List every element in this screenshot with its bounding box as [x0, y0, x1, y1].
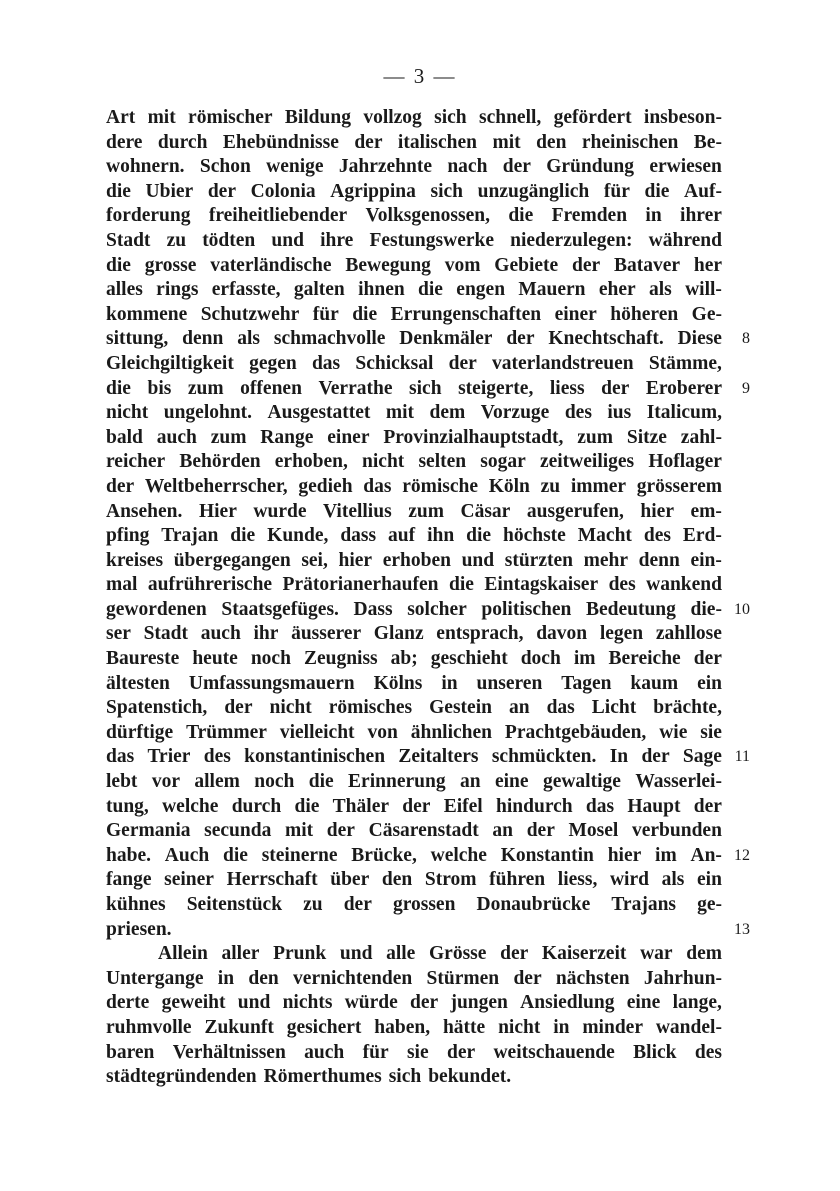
text-line: kühnes Seitenstück zu der grossen Donaubrücke Trajans ge- — [106, 894, 722, 915]
text-line: gewordenen Staatsgefüges. Dass solcher politischen Bedeutung die- 10 — [106, 598, 722, 623]
text-line: Stadt zu tödten und ihre Festungswerke niederzulegen: während — [106, 229, 722, 251]
text-line: alles rings erfasste, galten ihnen die engen Mauern eher als will- — [106, 279, 722, 301]
text-line: Gleichgiltigkeit gegen das Schicksal der vaterlandstreuen Stämme, — [106, 352, 722, 374]
text-line: reicher Behörden erhoben, nicht selten sogar zeitweiliges Hoflager — [106, 451, 722, 473]
text-line: habe. Auch die steinerne Brücke, welche Konstantin hier im An- 12 — [106, 844, 722, 869]
text-line: ser Stadt auch ihr äusserer Glanz entsprach, davon legen zahllose — [106, 623, 722, 645]
text-line: sittung, denn als schmachvolle Denkmäler der Knechtschaft. Diese 8 — [106, 327, 722, 352]
text-line: forderung freiheitliebender Volksgenossen, die Fremden in ihrer — [106, 205, 722, 227]
text-line: tung, welche durch die Thäler der Eifel hindurch das Haupt der — [106, 795, 722, 817]
text-line: Art mit römischer Bildung vollzog sich schnell, gefördert insbeson- — [106, 107, 722, 128]
text-line: die Ubier der Colonia Agrippina sich unzugänglich für die Auf- — [106, 180, 722, 202]
text-line: der Weltbeherrscher, gedieh das römische Köln zu immer grösserem — [106, 475, 722, 497]
text-line: kommene Schutzwehr für die Errungenschaften einer höheren Ge- — [106, 303, 722, 325]
text-line: Germania secunda mit der Cäsarenstadt an der Mosel verbunden — [106, 820, 722, 842]
text-line: derte geweiht und nichts würde der jungen Ansiedlung eine lange, — [106, 992, 722, 1014]
text-line: ältesten Umfassungsmauern Kölns in unseren Tagen kaum ein — [106, 672, 722, 694]
text-line: Baureste heute noch Zeugniss ab; geschieht doch im Bereiche der — [106, 648, 722, 670]
text-line: lebt vor allem noch die Erinnerung an eine gewaltige Wasserlei- — [106, 771, 722, 793]
text-line: das Trier des konstantinischen Zeitalters schmückten. In der Sage 11 — [106, 745, 722, 770]
text-line: mal aufrührerische Prätorianerhaufen die Eintagskaiser des wankend — [106, 574, 722, 596]
text-line: fange seiner Herrschaft über den Strom führen liess, wird als ein — [106, 869, 722, 891]
text-line: priesen. 13 — [106, 918, 722, 943]
page-number: — 3 — — [383, 64, 457, 88]
margin-note-number: 8 — [742, 330, 750, 348]
text-line: städtegründenden Römerthumes sich bekundet. — [106, 1066, 512, 1088]
body-text — [106, 106, 750, 1090]
text-line: baren Verhältnissen auch für sie der weitschauende Blick des — [106, 1041, 722, 1063]
margin-note-number: 13 — [734, 920, 750, 938]
text-line: wohnern. Schon wenige Jahrzehnte nach der Gründung erwiesen — [106, 156, 722, 178]
text-line: die bis zum offenen Verrathe sich steigerte, liess der Eroberer 9 — [106, 377, 722, 402]
text-line: die grosse vaterländische Bewegung vom Gebiete der Bataver her — [106, 254, 722, 276]
text-line: dere durch Ehebündnisse der italischen mit den rheinischen Be- — [106, 131, 722, 153]
margin-note-number: 9 — [742, 379, 750, 397]
text-line: bald auch zum Range einer Provinzialhauptstadt, zum Sitze zahl- — [106, 426, 722, 448]
text-line: kreises übergegangen sei, hier erhoben und stürzten mehr denn ein- — [106, 549, 722, 571]
text-line: Ansehen. Hier wurde Vitellius zum Cäsar ausgerufen, hier em- — [106, 500, 722, 522]
text-line: ruhmvolle Zukunft gesichert haben, hätte nicht in minder wandel- — [106, 1016, 722, 1038]
text-line: pfing Trajan die Kunde, dass auf ihn die höchste Macht des Erd- — [106, 525, 722, 547]
margin-note-number: 10 — [734, 600, 750, 618]
text-line: Allein aller Prunk und alle Grösse der Kaiserzeit war dem — [158, 943, 722, 965]
text-line: dürftige Trümmer vielleicht von ähnlichen Prachtgebäuden, wie sie — [106, 721, 722, 743]
text-line: Untergange in den vernichtenden Stürmen der nächsten Jahrhun- — [106, 967, 722, 989]
margin-note-number: 12 — [734, 846, 750, 864]
text-line: nicht ungelohnt. Ausgestattet mit dem Vorzuge des ius Italicum, — [106, 402, 722, 424]
margin-note-number: 11 — [734, 748, 750, 766]
text-line: Spatenstich, der nicht römisches Gestein an das Licht brächte, — [106, 697, 722, 719]
